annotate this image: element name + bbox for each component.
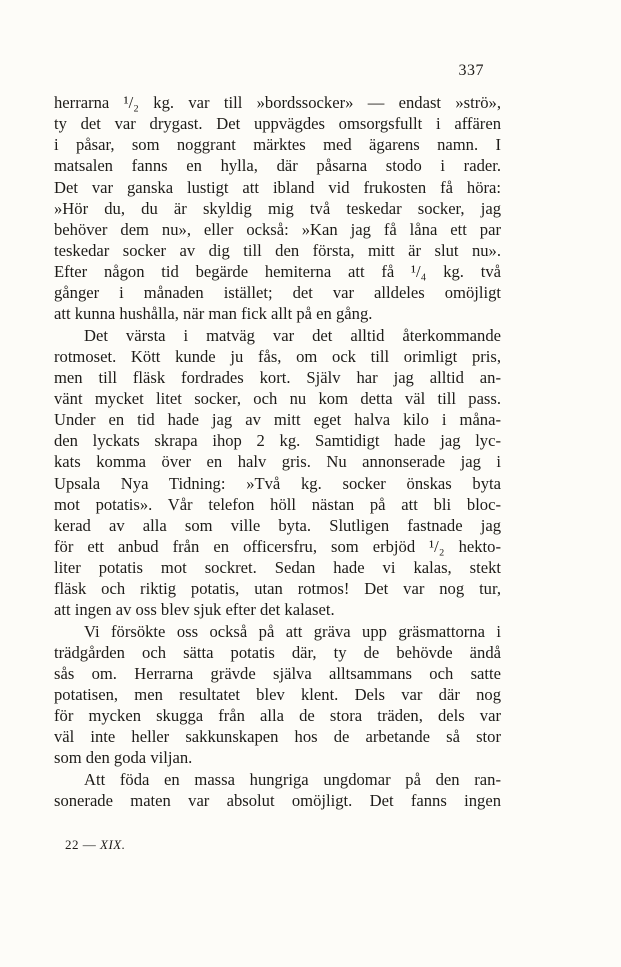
text-line: kerad av alla som ville byta. Slutligen fastnade jag: [54, 515, 501, 535]
text-line: Vi försökte oss också på att gräva upp gräsmattorna i: [84, 621, 501, 641]
text-line: Det var ganska lustigt att ibland vid frukosten få höra:: [54, 177, 501, 197]
text-line: herrarna ¹/₂ kg. var till »bordssocker» — endast »strö»,: [54, 93, 501, 112]
signature-roman-numeral: XIX.: [100, 837, 126, 852]
text-line: som den goda viljan.: [54, 748, 193, 768]
text-line: potatisen, men resultatet blev klent. Dels var där nog: [54, 684, 501, 704]
text-line: trädgården och sätta potatis där, ty de behövde ändå: [54, 642, 501, 662]
text-line: matsalen fanns en hylla, där påsarna stodo i rader.: [54, 156, 501, 176]
text-line: behöver dem nu», eller också: »Kan jag få låna ett par: [54, 219, 501, 239]
text-line: teskedar socker av dig till den första, mitt är slut nu».: [54, 240, 501, 260]
text-line: Att föda en massa hungriga ungdomar på den ran-: [84, 769, 501, 789]
text-line: mot potatis». Vår telefon höll nästan på att bli bloc-: [54, 494, 501, 514]
text-line: för mycken skugga från alla de stora träden, dels var: [54, 706, 501, 726]
text-line: vänt mycket litet socker, och nu kom detta väl till pass.: [54, 388, 501, 408]
text-line: sonerade maten var absolut omöjligt. Det fanns ingen: [54, 790, 501, 810]
page-number: 337: [458, 62, 484, 79]
text-line: ty det var drygast. Det uppvägdes omsorgsfullt i affären: [54, 114, 501, 134]
text-line: den lyckats skrapa ihop 2 kg. Samtidigt hade jag lyc-: [54, 431, 501, 451]
text-line: Upsala Nya Tidning: »Två kg. socker önskas byta: [54, 473, 501, 493]
body-text: [54, 92, 501, 811]
text-line: Under en tid hade jag av mitt eget halva kilo i måna-: [54, 410, 501, 430]
text-line: fläsk och riktig potatis, utan rotmos! Det var nog tur,: [54, 579, 501, 599]
text-line: rotmoset. Kött kunde ju fås, om ock till orimligt pris,: [54, 346, 501, 366]
signature-dash: —: [82, 837, 97, 852]
text-line: att ingen av oss blev sjuk efter det kalaset.: [54, 600, 335, 620]
text-line: men till fläsk fordrades kort. Själv har jag alltid an-: [54, 367, 501, 387]
text-line: för ett anbud från en officersfru, som erbjöd ¹/₂ hekto-: [54, 536, 501, 556]
text-line: Efter någon tid begärde hemiterna att få ¹/₄ kg. två: [54, 262, 501, 282]
printer-signature-mark: [65, 837, 125, 853]
text-line: att kunna hushålla, när man fick allt på en gång.: [54, 304, 373, 324]
text-line: i påsar, som noggrant märktes med ägarens namn. I: [54, 135, 501, 155]
text-line: »Hör du, du är skyldig mig två teskedar socker, jag: [54, 198, 501, 218]
text-line: kats komma över en halv gris. Nu annonserade jag i: [54, 452, 501, 472]
text-line: Det värsta i matväg var det alltid återkommande: [84, 325, 501, 345]
text-line: sås om. Herrarna grävde själva alltsammans och satte: [54, 663, 501, 683]
text-line: liter potatis mot sockret. Sedan hade vi kalas, stekt: [54, 558, 501, 578]
signature-number: 22: [65, 837, 79, 852]
text-line: väl inte heller sakkunskapen hos de arbetande så stor: [54, 727, 501, 747]
text-line: gånger i månaden istället; det var alldeles omöjligt: [54, 283, 501, 303]
